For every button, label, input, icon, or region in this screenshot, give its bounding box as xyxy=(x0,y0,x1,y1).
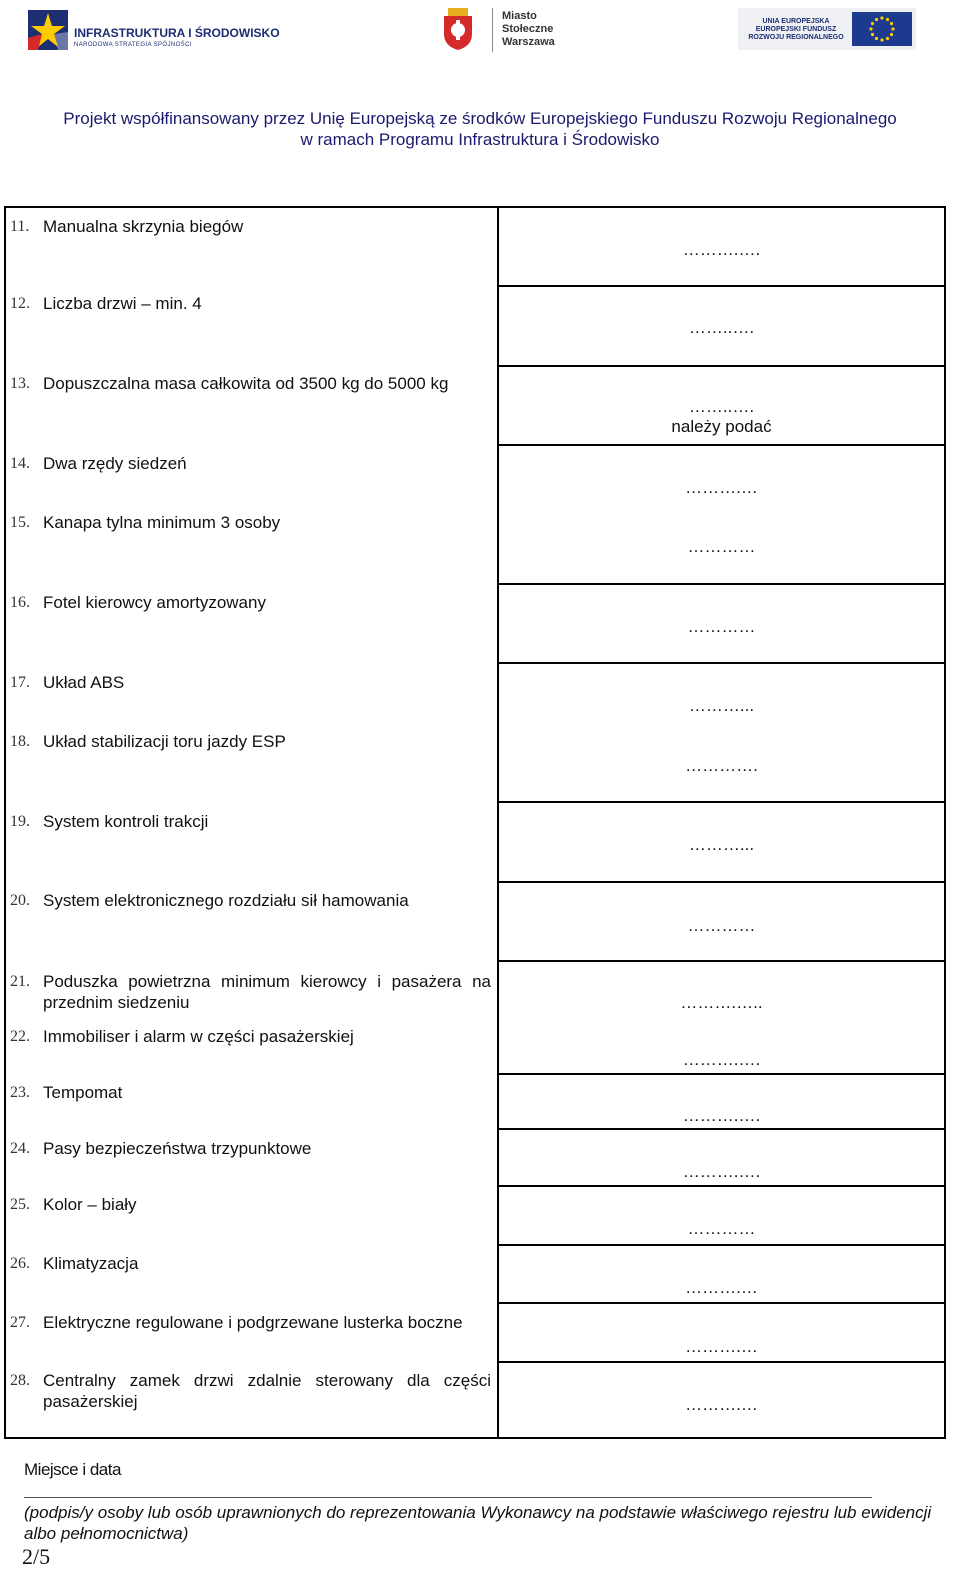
row-label: Tempomat xyxy=(43,1083,123,1102)
row-label: Poduszka powietrzna minimum kierowcy i pasażera na przednim siedzeniu xyxy=(43,972,491,1012)
answer-field[interactable]: ……….…. xyxy=(682,240,761,259)
answer-hint: należy podać xyxy=(671,417,772,436)
row-number: 21. xyxy=(10,973,30,990)
row-separator xyxy=(497,1128,944,1130)
row-label: Klimatyzacja xyxy=(43,1254,139,1273)
row-number: 28. xyxy=(10,1372,30,1389)
row-separator xyxy=(497,365,944,367)
infrastruktura-logo xyxy=(28,10,298,50)
row-label: Centralny zamek drzwi zdalnie sterowany dla części pasażerskiej xyxy=(43,1371,491,1411)
row-separator xyxy=(497,662,944,664)
row-label: Pasy bezpieczeństwa trzypunktowe xyxy=(43,1139,312,1158)
row-label: System elektronicznego rozdziału sił hamowania xyxy=(43,891,409,910)
page-number: 2/5 xyxy=(22,1544,51,1569)
row-label: Kolor – biały xyxy=(43,1195,137,1214)
row-number: 12. xyxy=(10,295,30,312)
answer-field[interactable]: ………... xyxy=(688,696,755,715)
row-number: 27. xyxy=(10,1314,30,1331)
row-number: 16. xyxy=(10,594,30,611)
row-label: Układ ABS xyxy=(43,673,125,692)
answer-field[interactable]: ………… xyxy=(687,1219,756,1238)
place-date-label: Miejsce i data xyxy=(24,1460,121,1479)
answer-field[interactable]: ……….…. xyxy=(682,1050,761,1069)
answer-field[interactable]: ……….… xyxy=(685,1278,758,1297)
header-logos xyxy=(0,0,960,60)
warszawa-logo xyxy=(440,6,570,54)
star-icon xyxy=(28,10,68,50)
answer-field[interactable]: …………. xyxy=(685,756,758,775)
answer-field[interactable]: ……….… xyxy=(685,1395,758,1414)
warsaw-crest-icon xyxy=(440,6,476,50)
row-number: 20. xyxy=(10,892,30,909)
row-label: Immobiliser i alarm w części pasażerskiej xyxy=(43,1027,354,1046)
row-separator xyxy=(497,285,944,287)
signature-line xyxy=(24,1497,872,1498)
row-number: 17. xyxy=(10,674,30,691)
row-label: Liczba drzwi – min. 4 xyxy=(43,294,202,313)
row-number: 18. xyxy=(10,733,30,750)
row-label: Układ stabilizacji toru jazdy ESP xyxy=(43,732,286,751)
specification-table xyxy=(4,206,946,1439)
table-column-divider xyxy=(497,208,499,1439)
row-number: 15. xyxy=(10,514,30,531)
logo-divider xyxy=(492,8,493,52)
row-separator xyxy=(497,1185,944,1187)
row-label: Manualna skrzynia biegów xyxy=(43,217,244,236)
answer-field[interactable]: ……….…. xyxy=(682,1106,761,1125)
signature-note: (podpis/y osoby lub osób uprawnionych do reprezentowania Wykonawcy na podstawie właściwego rejestru lub ewidencji albo pełnomocnictwa) xyxy=(24,1503,932,1543)
row-separator xyxy=(497,583,944,585)
row-number: 14. xyxy=(10,455,30,472)
answer-field[interactable]: ………… xyxy=(687,617,756,636)
row-separator xyxy=(497,881,944,883)
funding-line-2: w ramach Programu Infrastruktura i Środowisko xyxy=(300,130,660,149)
row-label: Dwa rzędy siedzeń xyxy=(43,454,187,473)
row-number: 19. xyxy=(10,813,30,830)
eu-logo xyxy=(738,8,916,50)
row-separator xyxy=(497,1302,944,1304)
row-separator xyxy=(497,1361,944,1363)
row-label: System kontroli trakcji xyxy=(43,812,209,831)
row-number: 13. xyxy=(10,375,30,392)
answer-field[interactable]: ……….…. xyxy=(682,1162,761,1181)
answer-field[interactable]: ……….… xyxy=(685,478,758,497)
row-label: Kanapa tylna minimum 3 osoby xyxy=(43,513,281,532)
row-label: Elektryczne regulowane i podgrzewane lusterka boczne xyxy=(43,1313,463,1332)
funding-statement xyxy=(0,108,960,150)
logo-right-text: UNIA EUROPEJSKA EUROPEJSKI FUNDUSZ ROZWOJU REGIONALNEGO xyxy=(748,18,844,41)
row-separator xyxy=(497,1244,944,1246)
row-separator xyxy=(497,801,944,803)
row-number: 25. xyxy=(10,1196,30,1213)
answer-field[interactable]: ……..…. xyxy=(688,397,755,416)
row-number: 22. xyxy=(10,1028,30,1045)
row-separator xyxy=(497,1073,944,1075)
row-separator xyxy=(497,444,944,446)
answer-field[interactable]: ………... xyxy=(688,835,755,854)
answer-field[interactable]: ………… xyxy=(687,916,756,935)
answer-field[interactable]: ……….… xyxy=(685,1337,758,1356)
logo-left-title: INFRASTRUKTURA I ŚRODOWISKO xyxy=(74,26,280,40)
answer-field[interactable]: ……..…. xyxy=(688,318,755,337)
funding-line-1: Projekt współfinansowany przez Unię Europejską ze środków Europejskiego Funduszu Rozwoju Regionalnego xyxy=(63,109,897,128)
eu-flag-icon xyxy=(852,12,912,46)
row-separator xyxy=(497,960,944,962)
row-label: Dopuszczalna masa całkowita od 3500 kg do 5000 kg xyxy=(43,374,449,393)
row-number: 23. xyxy=(10,1084,30,1101)
logo-middle-text: Miasto Stołeczne Warszawa xyxy=(502,10,555,48)
answer-field[interactable]: ……….….. xyxy=(680,993,763,1012)
row-number: 26. xyxy=(10,1255,30,1272)
row-number: 11. xyxy=(10,218,30,235)
row-label: Fotel kierowcy amortyzowany xyxy=(43,593,266,612)
row-number: 24. xyxy=(10,1140,30,1157)
logo-left-subtitle: NARODOWA STRATEGIA SPÓJNOŚCI xyxy=(74,42,192,48)
answer-field[interactable]: ………… xyxy=(687,537,756,556)
